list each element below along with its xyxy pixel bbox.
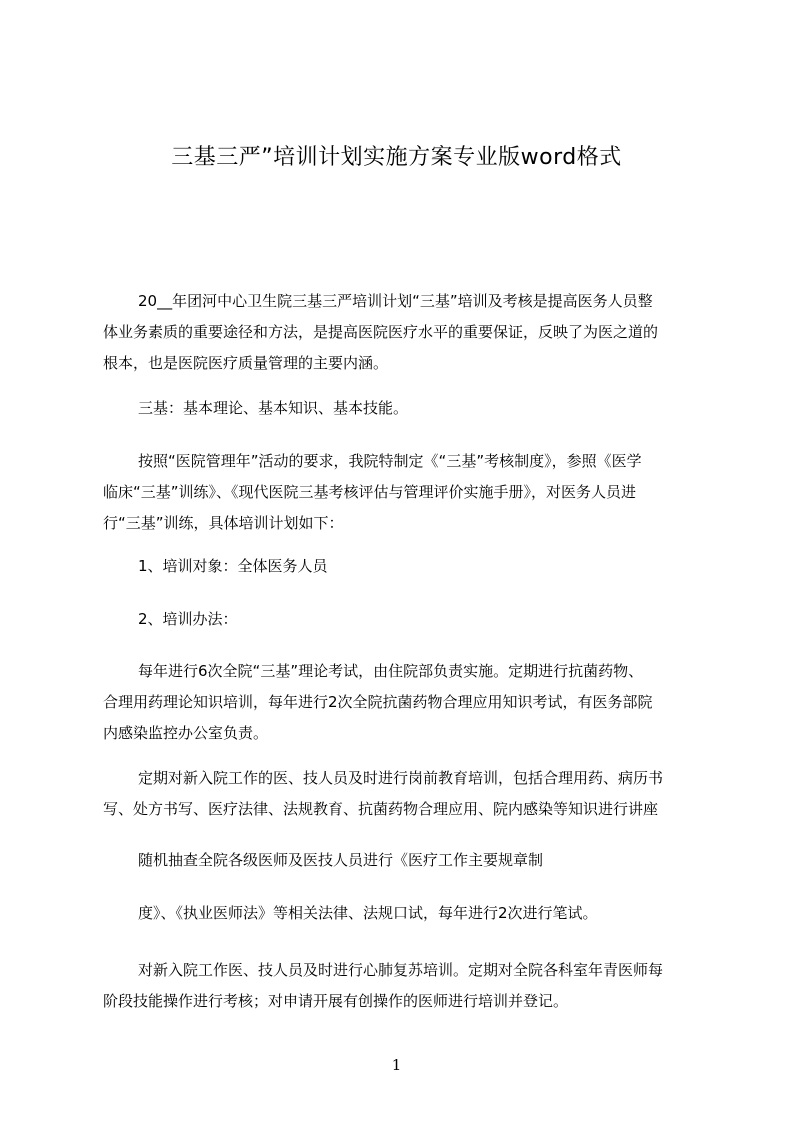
paragraph-line: 三基：基本理论、基本知识、基本技能。 bbox=[138, 399, 409, 417]
paragraph-line: 按照“医院管理年”活动的要求，我院特制定《“三基”考核制度》，参照《医学 bbox=[138, 452, 642, 470]
paragraph-line: 合理用药理论知识培训，每年进行2次全院抗菌药物合理应用知识考试，有医务部院 bbox=[103, 693, 653, 711]
paragraph-line: 度》、《执业医师法》等相关法律、法规口试，每年进行2次进行笔试。 bbox=[138, 904, 598, 922]
paragraph-line: 临床“三基”训练》、《现代医院三基考核评估与管理评价实施手册》，对医务人员进 bbox=[103, 483, 637, 501]
paragraph-line: 对新入院工作医、技人员及时进行心肺复苏培训。定期对全院各科室年青医师每 bbox=[138, 961, 664, 979]
paragraph-intro bbox=[103, 286, 700, 379]
paragraph-oral-exam bbox=[103, 898, 700, 929]
paragraph-line: 阶段技能操作进行考核；对申请开展有创操作的医师进行培训并登记。 bbox=[103, 992, 569, 1010]
paragraph-new-staff-training bbox=[103, 763, 700, 825]
paragraph-line: 根本，也是医院医疗质量管理的主要内涵。 bbox=[103, 354, 389, 372]
paragraph-random-check bbox=[103, 845, 700, 876]
paragraph-line: 2、培训办法： bbox=[138, 610, 238, 628]
page-title: 三基三严”培训计划实施方案专业版word格式 bbox=[171, 145, 622, 170]
paragraph-exams bbox=[103, 656, 700, 749]
paragraph-training-target bbox=[103, 551, 700, 582]
page-number: 1 bbox=[391, 1056, 402, 1074]
paragraph-requirements bbox=[103, 446, 700, 539]
paragraph-line: 写、处方书写、医疗法律、法规教育、抗菌药物合理应用、院内感染等知识进行讲座 bbox=[103, 800, 659, 818]
paragraph-line: 内感染监控办公室负责。 bbox=[103, 724, 269, 742]
paragraph-line: 随机抽查全院各级医师及医技人员进行《医疗工作主要规章制 bbox=[138, 851, 544, 869]
paragraph-line: 体业务素质的重要途径和方法，是提高医院医疗水平的重要保证，反映了为医之道的 bbox=[103, 323, 659, 341]
paragraph-line: 定期对新入院工作的医、技人员及时进行岗前教育培训，包括合理用药、病历书 bbox=[138, 769, 664, 787]
paragraph-line: 20__年团河中心卫生院三基三严培训计划“三基”培训及考核是提高医务人员整 bbox=[138, 292, 653, 310]
paragraph-line: 1、培训对象：全体医务人员 bbox=[138, 557, 328, 575]
paragraph-training-method bbox=[103, 604, 700, 635]
paragraph-line: 每年进行6次全院“三基”理论考试，由住院部负责实施。定期进行抗菌药物、 bbox=[138, 662, 644, 680]
paragraph-cpr-training bbox=[103, 955, 700, 1017]
paragraph-three-basics bbox=[103, 393, 700, 424]
paragraph-line: 行“三基”训练，具体培训计划如下： bbox=[103, 514, 344, 532]
